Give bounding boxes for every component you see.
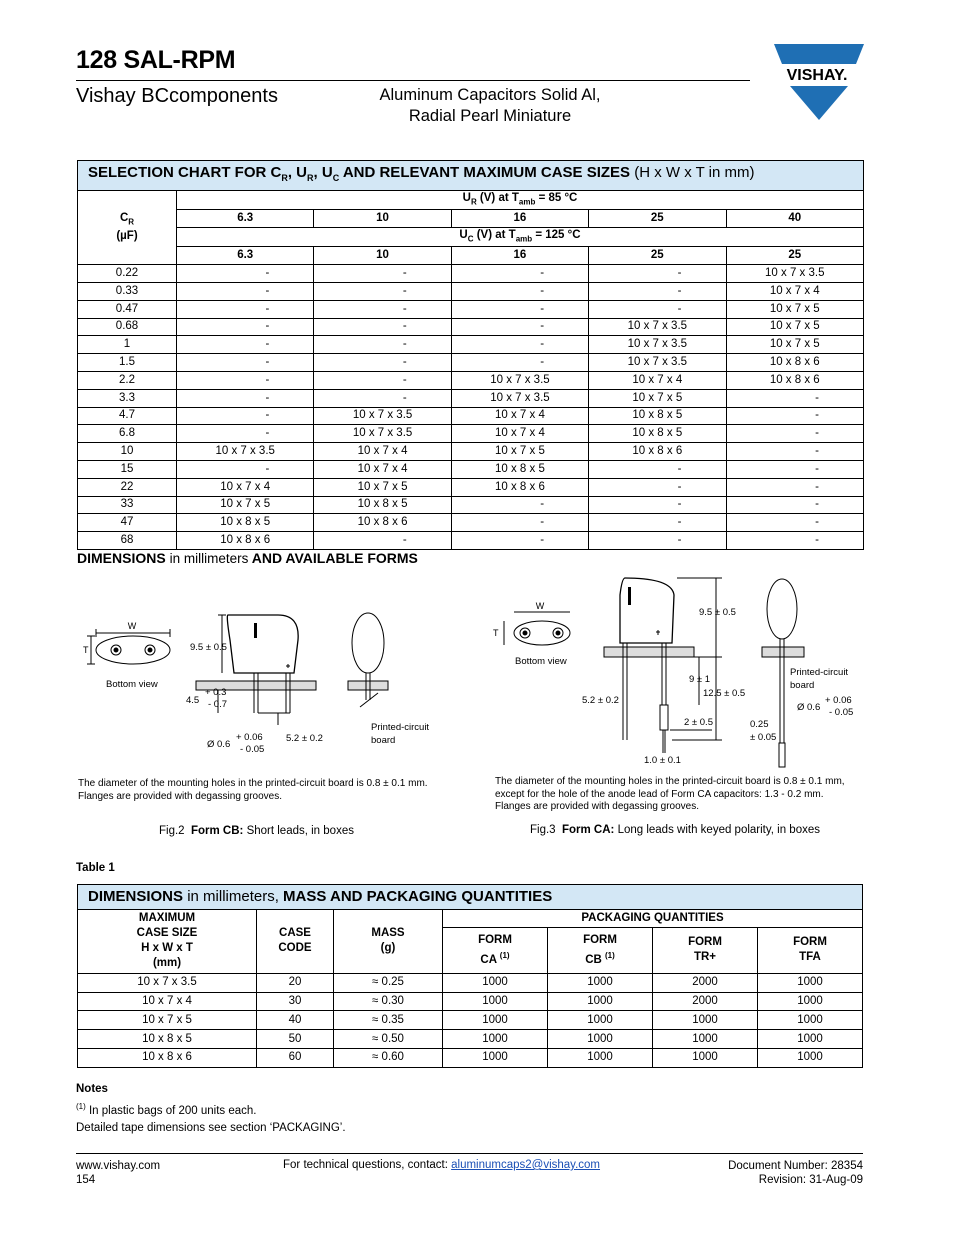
table-cell: 60 xyxy=(257,1048,334,1067)
svg-text:0.25: 0.25 xyxy=(750,719,769,730)
uc-volt-2: 16 xyxy=(451,247,588,265)
dimensions-heading: DIMENSIONS in millimeters AND AVAILABLE FORMS xyxy=(77,550,418,566)
table-row xyxy=(78,443,864,461)
case-size-cell: 10 x 7 x 5 xyxy=(726,318,864,336)
capacitance-cell: 4.7 xyxy=(78,407,177,425)
case-size-cell: 10 x 7 x 5 xyxy=(589,389,726,407)
table1-label: Table 1 xyxy=(76,862,115,874)
table-row xyxy=(78,460,864,478)
table-row xyxy=(78,992,863,1011)
capacitance-cell: 22 xyxy=(78,478,177,496)
case-size-cell: - xyxy=(177,425,314,443)
case-size-cell: - xyxy=(177,336,314,354)
table-row xyxy=(78,300,864,318)
table-cell: 10 x 8 x 6 xyxy=(78,1048,257,1067)
capacitance-cell: 68 xyxy=(78,532,177,550)
table-cell: ≈ 0.30 xyxy=(334,992,443,1011)
selection-chart-heading: SELECTION CHART FOR $C_R$, $U_R$, $U_C$ AND RELEVANT MAXIMUM CASE SIZES (H x W x T in mm) xyxy=(78,161,864,191)
table-cell: 1000 xyxy=(548,1048,653,1067)
footer-page: 154 xyxy=(76,1174,96,1186)
table-row xyxy=(78,973,863,992)
table-cell: 1000 xyxy=(443,973,548,992)
product-line-1: Aluminum Capacitors Solid Al, xyxy=(379,86,601,104)
case-size-cell: 10 x 7 x 3.5 xyxy=(589,318,726,336)
company-name: Vishay BCcomponents xyxy=(76,85,278,107)
case-size-cell: 10 x 7 x 4 xyxy=(177,478,314,496)
table-cell: 2000 xyxy=(653,973,758,992)
svg-text:+ 0.06: + 0.06 xyxy=(236,732,263,743)
fig2-note: The diameter of the mounting holes in the printed-circuit board is 0.8 ± 0.1 mm. Flanges are provided with degassing grooves. xyxy=(78,778,428,802)
case-size-cell: - xyxy=(314,336,451,354)
uc-volt-3: 25 xyxy=(589,247,726,265)
table-row xyxy=(78,478,864,496)
case-size-cell: - xyxy=(177,460,314,478)
ur-volt-3: 25 xyxy=(589,210,726,228)
capacitance-cell: 47 xyxy=(78,514,177,532)
table-cell: 10 x 8 x 5 xyxy=(78,1030,257,1049)
case-size-cell: 10 x 8 x 5 xyxy=(589,407,726,425)
case-size-cell: - xyxy=(177,354,314,372)
logo-text: VISHAY. xyxy=(786,67,848,84)
case-size-cell: 10 x 7 x 5 xyxy=(177,496,314,514)
table-row xyxy=(78,1030,863,1049)
table-cell: 40 xyxy=(257,1011,334,1030)
table-row xyxy=(78,389,864,407)
footer-doc-number: Document Number: 28354 xyxy=(728,1160,863,1172)
fig3-note: The diameter of the mounting holes in the printed-circuit board is 0.8 ± 0.1 mm, except for the hole of the anode lead of Form CA capacitors: 1.3 - 0.2 mm. Flanges are provided with degassing grooves. xyxy=(495,776,845,812)
case-size-cell: - xyxy=(451,354,588,372)
table-row xyxy=(78,318,864,336)
table-cell: 1000 xyxy=(653,1030,758,1049)
svg-text:W: W xyxy=(127,621,137,631)
ur-volt-4: 40 xyxy=(726,210,864,228)
case-size-cell: 10 x 7 x 4 xyxy=(589,371,726,389)
case-size-cell: - xyxy=(451,300,588,318)
uc-volts-row xyxy=(78,247,864,265)
case-size-cell: - xyxy=(177,300,314,318)
table-row xyxy=(78,265,864,283)
case-size-cell: - xyxy=(589,265,726,283)
form-header-3: FORM TFA xyxy=(758,927,863,973)
table-cell: 1000 xyxy=(443,1011,548,1030)
svg-text:9.5 ± 0.5: 9.5 ± 0.5 xyxy=(190,642,227,653)
svg-text:Printed-circuit: Printed-circuit xyxy=(371,722,430,733)
svg-text:Ø 0.6: Ø 0.6 xyxy=(797,702,821,713)
case-size-cell: - xyxy=(726,460,864,478)
case-size-cell: 10 x 8 x 6 xyxy=(314,514,451,532)
fig2-drawing xyxy=(78,595,458,760)
table-row xyxy=(78,371,864,389)
table-row xyxy=(78,336,864,354)
fig3-caption: Fig.3 Form CA: Long leads with keyed polarity, in boxes xyxy=(530,824,820,836)
svg-text:Bottom view: Bottom view xyxy=(106,679,158,690)
ur-volts-row xyxy=(78,210,864,228)
capacitance-cell: 0.22 xyxy=(78,265,177,283)
case-size-cell: 10 x 7 x 4 xyxy=(451,425,588,443)
form-header-2: FORM TR+ xyxy=(653,927,758,973)
contact-email-link[interactable]: aluminumcaps2@vishay.com xyxy=(451,1159,601,1171)
ur-volt-1: 10 xyxy=(314,210,451,228)
table-cell: 1000 xyxy=(548,973,653,992)
table-row xyxy=(78,425,864,443)
case-size-cell: - xyxy=(589,532,726,550)
case-size-cell: 10 x 7 x 4 xyxy=(726,282,864,300)
table-cell: ≈ 0.60 xyxy=(334,1048,443,1067)
svg-text:Printed-circuit: Printed-circuit xyxy=(790,667,849,678)
case-size-cell: 10 x 8 x 6 xyxy=(589,443,726,461)
fig2-caption: Fig.2 Form CB: Short leads, in boxes xyxy=(159,825,354,837)
svg-text:Ø 0.6: Ø 0.6 xyxy=(207,739,231,750)
case-size-cell: - xyxy=(726,532,864,550)
case-size-cell: - xyxy=(726,496,864,514)
capacitance-cell: 6.8 xyxy=(78,425,177,443)
case-size-cell: - xyxy=(177,389,314,407)
table-cell: 10 x 7 x 5 xyxy=(78,1011,257,1030)
table-cell: 1000 xyxy=(443,1030,548,1049)
case-size-cell: - xyxy=(314,318,451,336)
case-size-cell: 10 x 8 x 6 xyxy=(726,371,864,389)
uc-volt-1: 10 xyxy=(314,247,451,265)
footer-site: www.vishay.com xyxy=(76,1160,161,1172)
table1-heading: DIMENSIONS in millimeters, MASS AND PACKAGING QUANTITIES xyxy=(78,885,863,910)
note-2: Detailed tape dimensions see section ‘PACKAGING’. xyxy=(76,1121,346,1134)
case-size-cell: 10 x 7 x 4 xyxy=(314,460,451,478)
table-cell: 1000 xyxy=(758,1011,863,1030)
footer-right xyxy=(660,1159,863,1187)
capacitance-cell: 1.5 xyxy=(78,354,177,372)
case-size-cell: - xyxy=(726,425,864,443)
selection-chart-table xyxy=(77,160,864,550)
table-cell: ≈ 0.25 xyxy=(334,973,443,992)
case-size-cell: - xyxy=(726,514,864,532)
case-size-cell: 10 x 7 x 3.5 xyxy=(314,425,451,443)
fig3-drawing xyxy=(492,575,872,770)
table-row xyxy=(78,282,864,300)
product-line xyxy=(330,85,650,127)
svg-text:± 0.05: ± 0.05 xyxy=(750,732,777,743)
capacitance-cell: 15 xyxy=(78,460,177,478)
table-cell: 1000 xyxy=(758,1030,863,1049)
case-size-cell: 10 x 7 x 5 xyxy=(451,443,588,461)
vishay-logo xyxy=(768,44,866,120)
case-size-cell: - xyxy=(589,460,726,478)
case-size-cell: 10 x 7 x 4 xyxy=(314,443,451,461)
svg-text:5.2 ± 0.2: 5.2 ± 0.2 xyxy=(286,733,323,744)
svg-text:- 0.05: - 0.05 xyxy=(829,707,854,718)
document-title: 128 SAL-RPM xyxy=(76,46,236,74)
capacitance-cell: 33 xyxy=(78,496,177,514)
col-mass: MASS (g) xyxy=(334,910,443,974)
ur-volt-2: 16 xyxy=(451,210,588,228)
case-size-cell: 10 x 8 x 6 xyxy=(177,532,314,550)
product-line-2: Radial Pearl Miniature xyxy=(408,107,572,125)
table-row xyxy=(78,514,864,532)
table-cell: 30 xyxy=(257,992,334,1011)
capacitance-cell: 0.47 xyxy=(78,300,177,318)
table-cell: 1000 xyxy=(758,973,863,992)
svg-text:Bottom view: Bottom view xyxy=(515,656,567,667)
capacitance-cell: 3.3 xyxy=(78,389,177,407)
case-size-cell: 10 x 8 x 5 xyxy=(314,496,451,514)
case-size-cell: 10 x 7 x 4 xyxy=(451,407,588,425)
case-size-cell: 10 x 7 x 3.5 xyxy=(726,265,864,283)
table-cell: 1000 xyxy=(443,992,548,1011)
case-size-cell: - xyxy=(726,443,864,461)
table-cell: 1000 xyxy=(653,1011,758,1030)
svg-text:W: W xyxy=(535,601,545,611)
table-cell: 1000 xyxy=(548,1011,653,1030)
case-size-cell: 10 x 8 x 6 xyxy=(451,478,588,496)
svg-text:board: board xyxy=(790,680,815,691)
table-row xyxy=(78,354,864,372)
case-size-cell: 10 x 7 x 3.5 xyxy=(451,371,588,389)
case-size-cell: 10 x 8 x 5 xyxy=(589,425,726,443)
svg-text:- 0.7: - 0.7 xyxy=(208,699,228,710)
capacitance-cell: 2.2 xyxy=(78,371,177,389)
form-header-1: FORM CB $^{(1)}$ xyxy=(548,927,653,973)
table-cell: 1000 xyxy=(548,1030,653,1049)
table-cell: ≈ 0.50 xyxy=(334,1030,443,1049)
note-1: $^{(1)}$ In plastic bags of 200 units each. xyxy=(76,1102,257,1117)
svg-text:5.2 ± 0.2: 5.2 ± 0.2 xyxy=(582,695,619,706)
case-size-cell: - xyxy=(726,407,864,425)
case-size-cell: - xyxy=(451,496,588,514)
case-size-cell: - xyxy=(314,354,451,372)
table-cell: 1000 xyxy=(758,992,863,1011)
table-row xyxy=(78,496,864,514)
case-size-cell: - xyxy=(589,300,726,318)
footer-rule xyxy=(76,1153,863,1154)
uc-header: $U_C$ (V) at $T_{amb} = 125$ °C xyxy=(177,228,864,247)
case-size-cell: - xyxy=(177,407,314,425)
footer-left xyxy=(76,1159,160,1187)
ur-header: $U_R$ (V) at $T_{amb} = 85$ °C xyxy=(177,191,864,210)
capacitance-cell: 0.33 xyxy=(78,282,177,300)
case-size-cell: - xyxy=(451,532,588,550)
footer-revision: Revision: 31-Aug-09 xyxy=(758,1174,863,1186)
svg-text:1.0 ± 0.1: 1.0 ± 0.1 xyxy=(644,755,681,766)
table-cell: 50 xyxy=(257,1030,334,1049)
case-size-cell: - xyxy=(451,318,588,336)
case-size-cell: 10 x 8 x 6 xyxy=(726,354,864,372)
ur-volt-0: 6.3 xyxy=(177,210,314,228)
case-size-cell: - xyxy=(589,282,726,300)
table-cell: 1000 xyxy=(443,1048,548,1067)
table-cell: 10 x 7 x 4 xyxy=(78,992,257,1011)
case-size-cell: - xyxy=(314,265,451,283)
svg-text:T: T xyxy=(83,645,89,655)
case-size-cell: - xyxy=(451,514,588,532)
capacitance-cell: 0.68 xyxy=(78,318,177,336)
capacitance-cell: 10 xyxy=(78,443,177,461)
case-size-cell: - xyxy=(589,514,726,532)
svg-text:- 0.05: - 0.05 xyxy=(240,744,265,755)
case-size-cell: - xyxy=(451,265,588,283)
table-cell: 1000 xyxy=(548,992,653,1011)
uc-volt-0: 6.3 xyxy=(177,247,314,265)
header-rule xyxy=(76,80,750,81)
table-cell: 1000 xyxy=(653,1048,758,1067)
case-size-cell: - xyxy=(589,496,726,514)
case-size-cell: 10 x 7 x 5 xyxy=(314,478,451,496)
case-size-cell: 10 x 7 x 3.5 xyxy=(451,389,588,407)
svg-text:4.5: 4.5 xyxy=(186,695,200,706)
table-row xyxy=(78,407,864,425)
case-size-cell: 10 x 7 x 5 xyxy=(726,336,864,354)
case-size-cell: - xyxy=(314,300,451,318)
table-row xyxy=(78,1011,863,1030)
svg-text:12.5 ± 0.5: 12.5 ± 0.5 xyxy=(703,688,746,699)
case-size-cell: - xyxy=(314,389,451,407)
col-case-size: MAXIMUM CASE SIZE H x W x T (mm) xyxy=(78,910,257,974)
case-size-cell: - xyxy=(726,389,864,407)
case-size-cell: 10 x 7 x 3.5 xyxy=(589,336,726,354)
svg-text:board: board xyxy=(371,735,396,746)
cr-header: $C_R$ (µF) xyxy=(78,191,177,265)
case-size-cell: - xyxy=(177,371,314,389)
svg-text:9.5 ± 0.5: 9.5 ± 0.5 xyxy=(699,607,736,618)
case-size-cell: - xyxy=(314,371,451,389)
case-size-cell: - xyxy=(451,282,588,300)
svg-text:+ 0.06: + 0.06 xyxy=(825,695,852,706)
case-size-cell: - xyxy=(177,318,314,336)
table-cell: 10 x 7 x 3.5 xyxy=(78,973,257,992)
table-row xyxy=(78,1048,863,1067)
uc-volt-4: 25 xyxy=(726,247,864,265)
notes xyxy=(76,1081,346,1137)
case-size-cell: 10 x 8 x 5 xyxy=(451,460,588,478)
col-packaging: PACKAGING QUANTITIES xyxy=(443,910,863,928)
dimensions-mass-table xyxy=(77,884,863,1068)
case-size-cell: - xyxy=(451,336,588,354)
case-size-cell: - xyxy=(589,478,726,496)
case-size-cell: 10 x 7 x 5 xyxy=(726,300,864,318)
svg-text:T: T xyxy=(493,628,499,638)
table-cell: 20 xyxy=(257,973,334,992)
case-size-cell: 10 x 7 x 3.5 xyxy=(589,354,726,372)
case-size-cell: - xyxy=(726,478,864,496)
col-case-code: CASE CODE xyxy=(257,910,334,974)
case-size-cell: - xyxy=(177,282,314,300)
form-header-0: FORM CA $^{(1)}$ xyxy=(443,927,548,973)
case-size-cell: - xyxy=(314,532,451,550)
table-cell: ≈ 0.35 xyxy=(334,1011,443,1030)
notes-title: Notes xyxy=(76,1083,108,1095)
svg-text:9 ± 1: 9 ± 1 xyxy=(689,674,711,685)
case-size-cell: 10 x 8 x 5 xyxy=(177,514,314,532)
case-size-cell: 10 x 7 x 3.5 xyxy=(314,407,451,425)
svg-text:2 ± 0.5: 2 ± 0.5 xyxy=(684,717,713,728)
case-size-cell: - xyxy=(314,282,451,300)
table-row xyxy=(78,532,864,550)
capacitance-cell: 1 xyxy=(78,336,177,354)
case-size-cell: - xyxy=(177,265,314,283)
svg-text:+ 0.3: + 0.3 xyxy=(205,687,227,698)
table-cell: 2000 xyxy=(653,992,758,1011)
footer-contact: For technical questions, contact: aluminumcaps2@vishay.com xyxy=(283,1159,601,1171)
table-cell: 1000 xyxy=(758,1048,863,1067)
case-size-cell: 10 x 7 x 3.5 xyxy=(177,443,314,461)
